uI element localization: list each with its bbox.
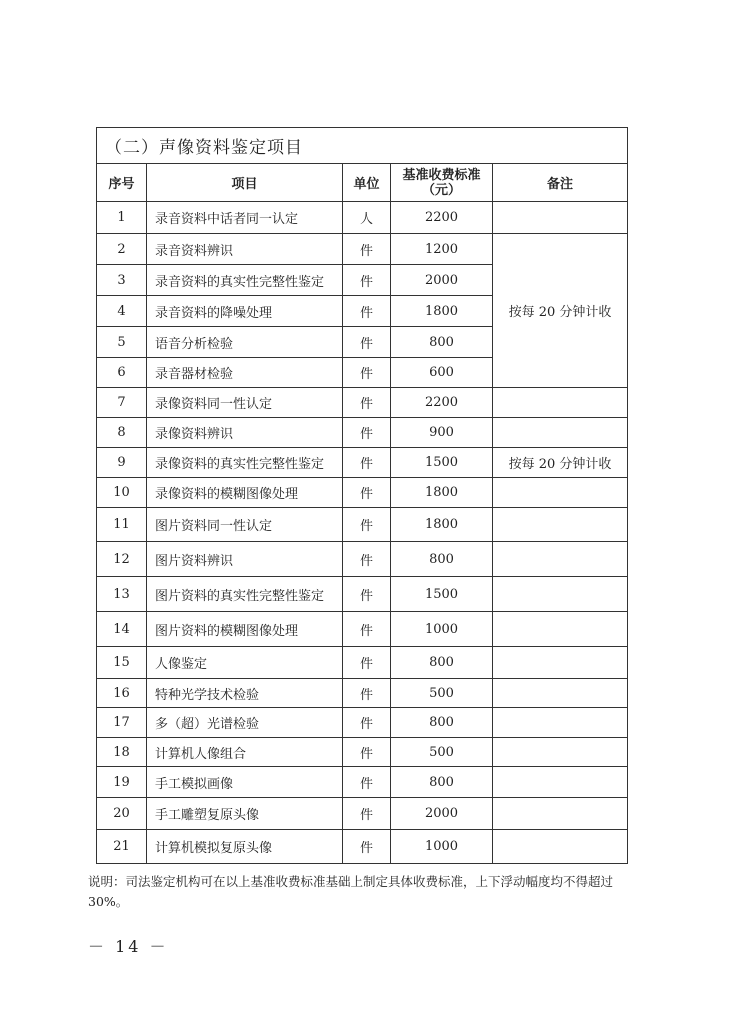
row-item: 特种光学技术检验 (147, 679, 343, 708)
row-item: 多（超）光谱检验 (147, 708, 343, 738)
row-unit: 件 (343, 478, 391, 508)
row-note-empty (493, 388, 628, 418)
row-item: 录音资料辨识 (147, 234, 343, 265)
row-unit: 件 (343, 265, 391, 296)
row-fee: 2200 (391, 388, 493, 418)
row-number: 4 (97, 296, 147, 327)
row-unit: 件 (343, 679, 391, 708)
row-number: 20 (97, 798, 147, 830)
row-unit: 件 (343, 418, 391, 448)
row-number: 2 (97, 234, 147, 265)
row-item: 录像资料同一性认定 (147, 388, 343, 418)
row-item: 计算机模拟复原头像 (147, 830, 343, 864)
row-note-empty (493, 738, 628, 767)
row-item: 图片资料辨识 (147, 542, 343, 577)
row-item: 计算机人像组合 (147, 738, 343, 767)
row-fee: 1500 (391, 448, 493, 478)
row-number: 13 (97, 577, 147, 612)
row-unit: 件 (343, 388, 391, 418)
row-note-empty (493, 708, 628, 738)
table-title: （二）声像资料鉴定项目 (97, 128, 628, 164)
row-fee: 1800 (391, 478, 493, 508)
row-unit: 件 (343, 612, 391, 647)
row-number: 19 (97, 767, 147, 798)
row-note-empty (493, 767, 628, 798)
row-unit: 件 (343, 577, 391, 612)
row-item: 手工雕塑复原头像 (147, 798, 343, 830)
row-number: 10 (97, 478, 147, 508)
row-unit: 件 (343, 358, 391, 388)
row-unit: 件 (343, 767, 391, 798)
row-unit: 件 (343, 448, 391, 478)
footnote: 说明：司法鉴定机构可在以上基准收费标准基础上制定具体收费标准，上下浮动幅度均不得超过 30%。 (88, 874, 614, 909)
table-row (97, 388, 628, 418)
row-fee: 2200 (391, 202, 493, 234)
row-note-empty (493, 679, 628, 708)
row-item: 录音器材检验 (147, 358, 343, 388)
table-row (97, 798, 628, 830)
row-fee: 800 (391, 708, 493, 738)
row-number: 12 (97, 542, 147, 577)
row-unit: 件 (343, 234, 391, 265)
row-fee: 800 (391, 327, 493, 358)
row-number: 8 (97, 418, 147, 448)
row-fee: 800 (391, 767, 493, 798)
row-note-empty (493, 577, 628, 612)
row-note-empty (493, 508, 628, 542)
row-number: 21 (97, 830, 147, 864)
table-row (97, 508, 628, 542)
row-number: 7 (97, 388, 147, 418)
row-fee: 900 (391, 418, 493, 448)
row-note-empty (493, 612, 628, 647)
table-row (97, 577, 628, 612)
table-row (97, 448, 628, 478)
row-number: 9 (97, 448, 147, 478)
row-number: 18 (97, 738, 147, 767)
fee-table (96, 127, 628, 864)
table-row (97, 679, 628, 708)
table-row (97, 234, 628, 265)
row-unit: 件 (343, 708, 391, 738)
row-note-empty (493, 647, 628, 679)
row-fee: 500 (391, 679, 493, 708)
row-item: 图片资料的模糊图像处理 (147, 612, 343, 647)
row-unit: 件 (343, 508, 391, 542)
row-fee: 1000 (391, 612, 493, 647)
row-fee: 1800 (391, 508, 493, 542)
row-item: 人像鉴定 (147, 647, 343, 679)
row-unit: 件 (343, 798, 391, 830)
row-number: 5 (97, 327, 147, 358)
row-unit: 件 (343, 327, 391, 358)
row-item: 录像资料的真实性完整性鉴定 (147, 448, 343, 478)
header-note: 备注 (493, 164, 628, 202)
row-item: 录音资料的降噪处理 (147, 296, 343, 327)
row-note-empty (493, 478, 628, 508)
row-fee: 1800 (391, 296, 493, 327)
row-fee: 600 (391, 358, 493, 388)
row-item: 手工模拟画像 (147, 767, 343, 798)
table-row (97, 767, 628, 798)
row-number: 15 (97, 647, 147, 679)
header-fee: 基准收费标准（元） (391, 164, 493, 202)
row-item: 图片资料同一性认定 (147, 508, 343, 542)
row-number: 14 (97, 612, 147, 647)
row-number: 16 (97, 679, 147, 708)
row-item: 录像资料的模糊图像处理 (147, 478, 343, 508)
row-item: 录音资料中话者同一认定 (147, 202, 343, 234)
row-fee: 1500 (391, 577, 493, 612)
row-note-audio: 按每 20 分钟计收 (493, 234, 628, 388)
table-row (97, 708, 628, 738)
row-note-empty (493, 798, 628, 830)
row-number: 1 (97, 202, 147, 234)
page-number: － 14 － (88, 937, 169, 956)
row-unit: 件 (343, 738, 391, 767)
row-unit: 件 (343, 542, 391, 577)
row-unit: 件 (343, 830, 391, 864)
header-item: 项目 (147, 164, 343, 202)
row-item: 图片资料的真实性完整性鉴定 (147, 577, 343, 612)
table-row (97, 542, 628, 577)
row-note-empty (493, 418, 628, 448)
header-unit: 单位 (343, 164, 391, 202)
row-note-empty (493, 830, 628, 864)
fee-table-container (96, 127, 627, 864)
row-note-empty (493, 542, 628, 577)
table-row (97, 830, 628, 864)
row-number: 6 (97, 358, 147, 388)
table-row (97, 612, 628, 647)
row-number: 11 (97, 508, 147, 542)
row-fee: 1200 (391, 234, 493, 265)
header-row (97, 164, 628, 202)
header-no: 序号 (97, 164, 147, 202)
table-row (97, 478, 628, 508)
row-item: 录像资料辨识 (147, 418, 343, 448)
table-row (97, 647, 628, 679)
row-item: 录音资料的真实性完整性鉴定 (147, 265, 343, 296)
row-fee: 800 (391, 542, 493, 577)
row-note-empty (493, 202, 628, 234)
row-fee: 2000 (391, 798, 493, 830)
table-row (97, 738, 628, 767)
table-row (97, 418, 628, 448)
row-fee: 500 (391, 738, 493, 767)
row-number: 17 (97, 708, 147, 738)
row-item: 语音分析检验 (147, 327, 343, 358)
row-number: 3 (97, 265, 147, 296)
row-note-video: 按每 20 分钟计收 (493, 448, 628, 478)
row-unit: 人 (343, 202, 391, 234)
row-fee: 1000 (391, 830, 493, 864)
row-unit: 件 (343, 296, 391, 327)
row-fee: 800 (391, 647, 493, 679)
row-unit: 件 (343, 647, 391, 679)
table-row (97, 202, 628, 234)
row-fee: 2000 (391, 265, 493, 296)
